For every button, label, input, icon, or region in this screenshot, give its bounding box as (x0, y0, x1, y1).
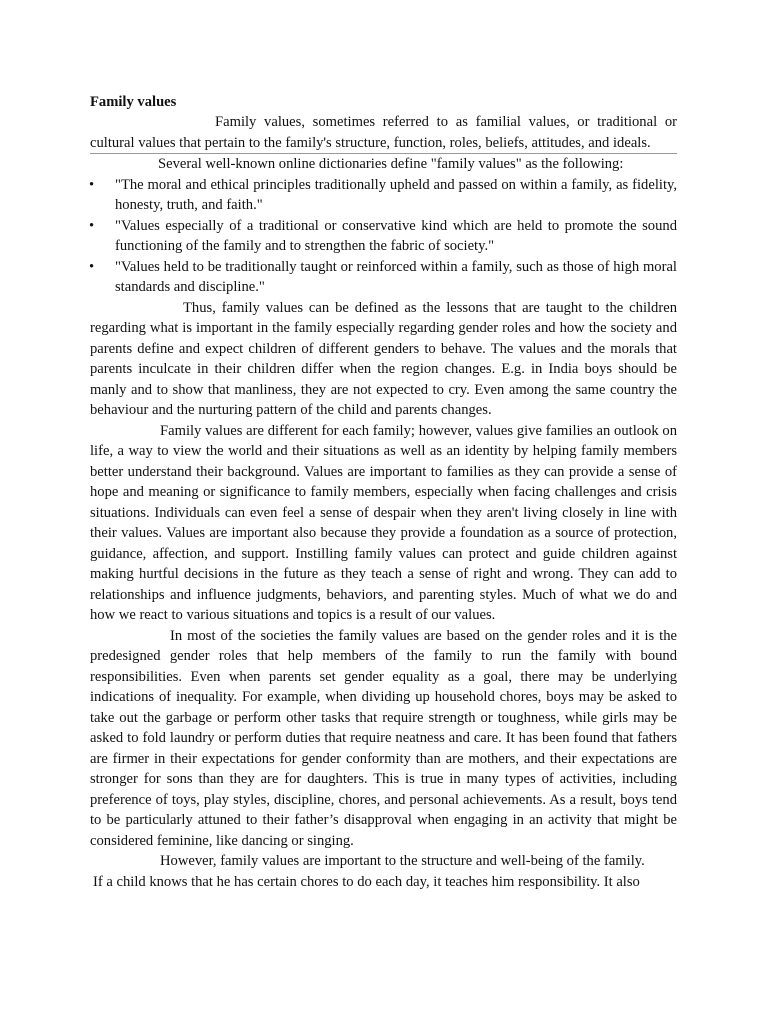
definition-text: "Values held to be traditionally taught or reinforced within a family, such as those of high moral standards and discipline." (115, 258, 677, 295)
body-paragraph-however: However, family values are important to the structure and well-being of the family. (160, 853, 645, 869)
bullet-icon: • (89, 258, 95, 275)
body-paragraph-chores: If a child knows that he has certain chores to do each day, it teaches him responsibility. It also (93, 873, 640, 890)
definitions-list (90, 175, 677, 298)
list-item (90, 257, 677, 298)
body-paragraph-differences: Family values are different for each family; however, values give families an outlook on life, a way to view the world and their situations as well as an identity by helping family members better understand their background. Values are important to families as they can provide a sense of hope and meaning or significance to family members, especially when facing challenges and crisis situations. Individuals can even feel a sense of despair when they aren't living closely in line with their values. Values are important also because they provide a foundation as a source of protection, guidance, affection, and support. Instilling family values can protect and guide children against making hurtful decisions in the future as they teach a sense of right and wrong. They can add to relationships and influence judgments, behaviors, and parenting styles. Much of what we do and how we react to various situations and topics is a result of our values. (90, 422, 677, 623)
definition-text: "Values especially of a traditional or conservative kind which are held to promote the sound functioning of the family and to strengthen the fabric of society." (115, 217, 677, 254)
bullet-icon: • (89, 176, 95, 193)
list-item (90, 216, 677, 257)
definition-text: "The moral and ethical principles traditionally upheld and passed on within a family, as fidelity, honesty, truth, and faith." (115, 176, 677, 213)
intro-paragraph: Family values, sometimes referred to as familial values, or traditional or cultural values that pertain to the family's structure, function, roles, beliefs, attitudes, and ideals. (90, 112, 677, 154)
body-paragraph-thus: Thus, family values can be defined as the lessons that are taught to the children regarding what is important in the family especially regarding gender roles and how the society and parents define and expect children of different genders to behave. The values and the morals that parents inculcate in their children differ when the region changes. E.g. in India boys should be manly and to show that manliness, they are not expected to cry. Even among the same country the behaviour and the nurturing pattern of the child and parents changes. (90, 299, 677, 418)
bullet-icon: • (89, 217, 95, 234)
dictionary-lead-paragraph: Several well-known online dictionaries define "family values" as the following: (158, 156, 624, 172)
list-item (90, 175, 677, 216)
body-paragraph-gender-roles: In most of the societies the family values are based on the gender roles and it is the predesigned gender roles that help members of the family to run the family with bound responsibilities. Even when parents set gender equality as a goal, there may be underlying indications of inequality. For example, when dividing up household chores, boys may be asked to take out the garbage or perform other tasks that require strength or toughness, while girls may be asked to fold laundry or perform duties that require neatness and care. It has been found that fathers are firmer in their expectations for gender conformity than are mothers, and their expectations are stronger for sons than they are for daughters. This is true in many types of activities, including preference of toys, play styles, discipline, chores, and personal achievements. As a result, boys tend to be particularly attuned to their father’s disapproval when engaging in an activity that might be considered feminine, like dancing or singing. (90, 627, 677, 849)
document-page (90, 92, 677, 892)
document-title: Family values (90, 94, 177, 110)
